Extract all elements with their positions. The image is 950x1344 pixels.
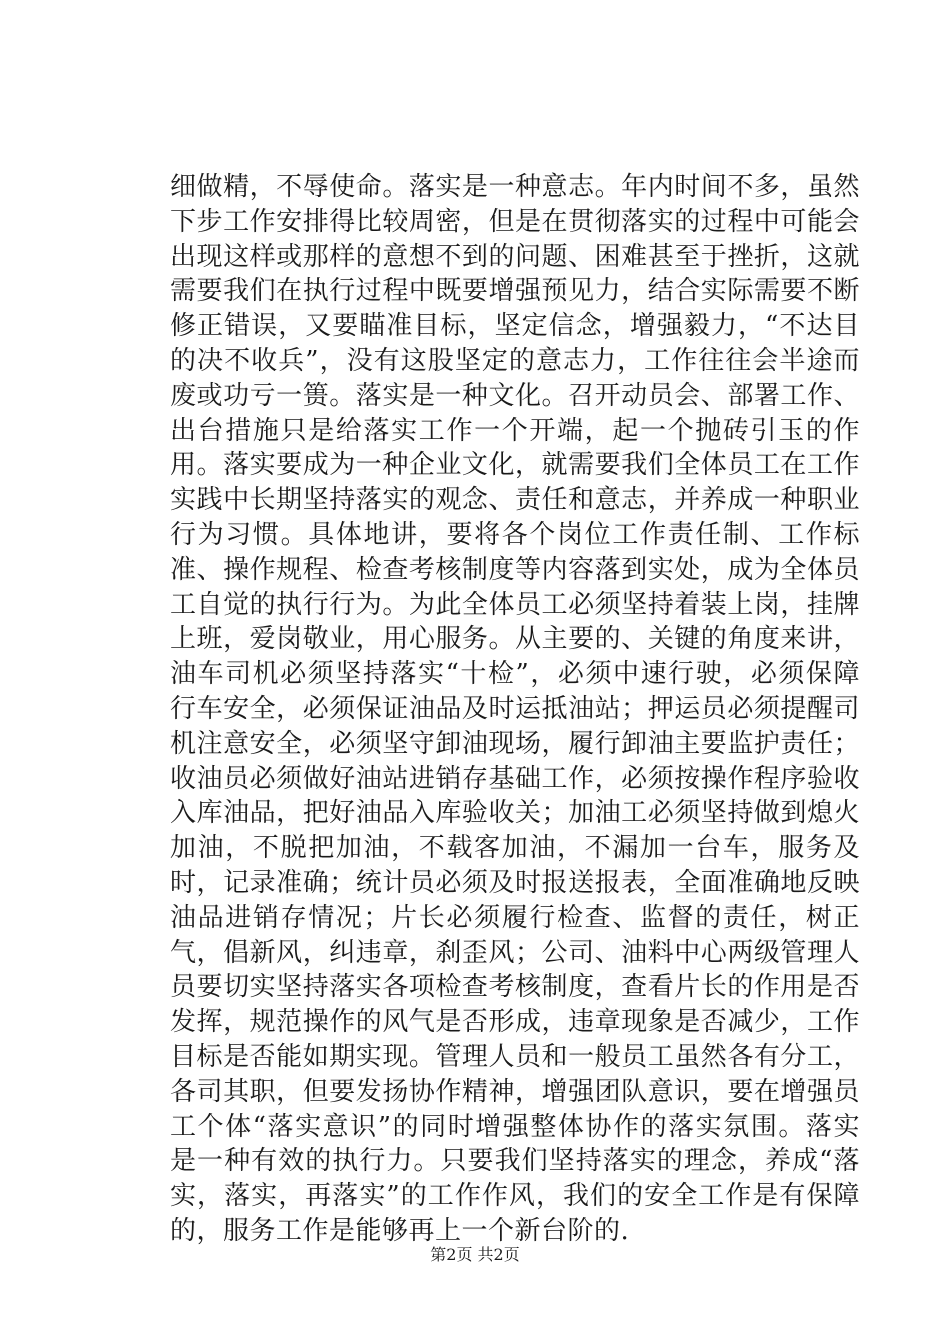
page-footer: 第2页 共2页 (430, 1245, 520, 1264)
body-paragraph: 细做精，不辱使命。落实是一种意志。年内时间不多，虽然下步工作安排得比较周密，但是在贯彻落实的过程中可能会出现这样或那样的意想不到的问题、困难甚至于挫折，这就需要我们在执行过程中既要增强预见力，结合实际需要不断修正错误，又要瞄准目标，坚定信念，增强毅力，“不达目的决不收兵”，没有这股坚定的意志力，工作往往会半途而废或功亏一篑。落实是一种文化。召开动员会、部署工作、出台措施只是给落实工作一个开端，起一个抛砖引玉的作用。落实要成为一种企业文化，就需要我们全体员工在工作实践中长期坚持落实的观念、责任和意志，并养成一种职业行为习惯。具体地讲，要将各个岗位工作责任制、工作标准、操作规程、检查考核制度等内容落到实处，成为全体员工自觉的执行行为。为此全体员工必须坚持着装上岗，挂牌上班，爱岗敬业，用心服务。从主要的、关键的角度来讲，油车司机必须坚持落实“十检”，必须中速行驶，必须保障行车安全，必须保证油品及时运抵油站；押运员必须提醒司机注意安全，必须坚守卸油现场，履行卸油主要监护责任；收油员必须做好油站进销存基础工作，必须按操作程序验收入库油品，把好油品入库验收关；加油工必须坚持做到熄火加油，不脱把加油，不载客加油，不漏加一台车，服务及时，记录准确；统计员必须及时报送报表，全面准确地反映油品进销存情况；片长必须履行检查、监督的责任，树正气，倡新风，纠违章，刹歪风；公司、油料中心两级管理人员要切实坚持落实各项检查考核制度，查看片长的作用是否发挥，规范操作的风气是否形成，违章现象是否减少，工作目标是否能如期实现。管理人员和一般员工虽然各有分工，各司其职，但要发扬协作精神，增强团队意识，要在增强员工个体“落实意识”的同时增强整体协作的落实氛围。落实是一种有效的执行力。只要我们坚持落实的理念，养成“落实，落实，再落实”的工作作风，我们的安全工作是有保障的，服务工作是能够再上一个新台阶的. (170, 172, 860, 1246)
